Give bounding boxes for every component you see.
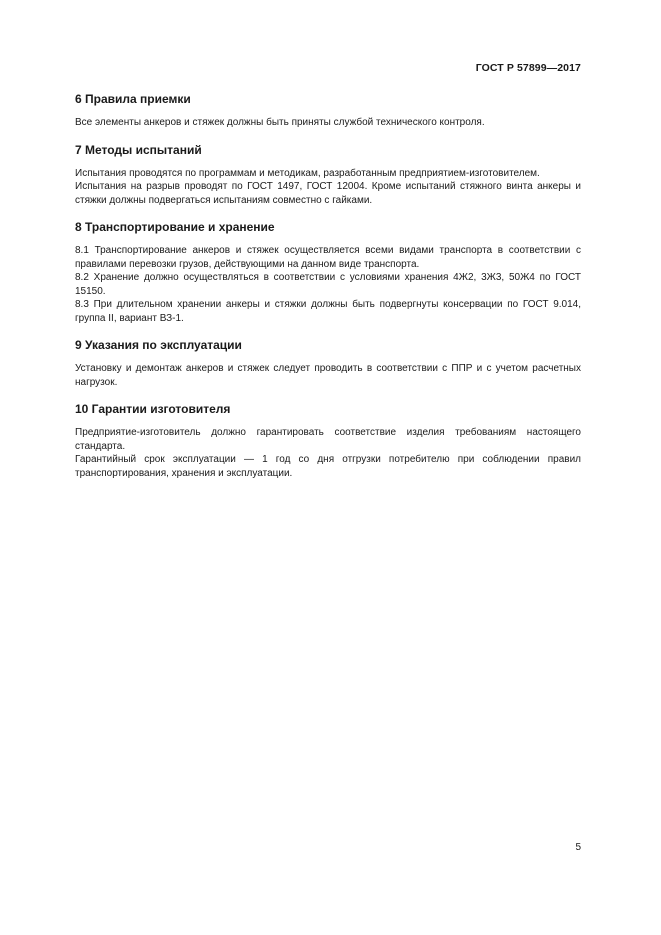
section-title: 10 Гарантии изготовителя [75, 402, 231, 416]
section-transport-storage [75, 219, 581, 325]
paragraph: 8.3 При длительном хранении анкеры и стяжки должны быть подвергнуты консервации по ГОСТ 9.014, группа II, вариант ВЗ-1. [75, 299, 581, 324]
document-code: ГОСТ Р 57899—2017 [475, 62, 581, 74]
section-operation-guidelines [75, 337, 581, 389]
section-acceptance-rules [75, 91, 581, 130]
paragraph: 8.2 Хранение должно осуществляться в соответствии с условиями хранения 4Ж2, 3Ж3, 50Ж4 по ГОСТ 15150. [75, 272, 581, 297]
paragraph: Все элементы анкеров и стяжек должны быть приняты службой технического контроля. [75, 117, 485, 128]
section-manufacturer-warranty [75, 401, 581, 480]
page-number: 5 [575, 842, 581, 853]
section-title: 8 Транспортирование и хранение [75, 220, 275, 234]
paragraph: Предприятие-изготовитель должно гарантировать соответствие изделия требованиям настоящего стандарта. [75, 427, 581, 452]
section-title: 9 Указания по эксплуатации [75, 338, 242, 352]
section-title: 6 Правила приемки [75, 92, 191, 106]
paragraph: Гарантийный срок эксплуатации — 1 год со дня отгрузки потребителю при соблюдении правил транспортирования, хранения и эксплуатации. [75, 454, 581, 479]
paragraph: 8.1 Транспортирование анкеров и стяжек осуществляется всеми видами транспорта в соответствии с правилами перевозки грузов, действующими на данном виде транспорта. [75, 245, 581, 270]
paragraph: Установку и демонтаж анкеров и стяжек следует проводить в соответствии с ППР и с учетом расчетных нагрузок. [75, 363, 581, 388]
paragraph: Испытания проводятся по программам и методикам, разработанным предприятием-изготовителем. [75, 167, 540, 179]
section-title: 7 Методы испытаний [75, 142, 202, 157]
document-body [75, 91, 581, 492]
paragraph: Испытания на разрыв проводят по ГОСТ 1497, ГОСТ 12004. Кроме испытаний стяжного винта анкеры и стяжки должны подвергаться испытаниям совместно с гайками. [75, 181, 581, 206]
section-test-methods [75, 142, 581, 208]
